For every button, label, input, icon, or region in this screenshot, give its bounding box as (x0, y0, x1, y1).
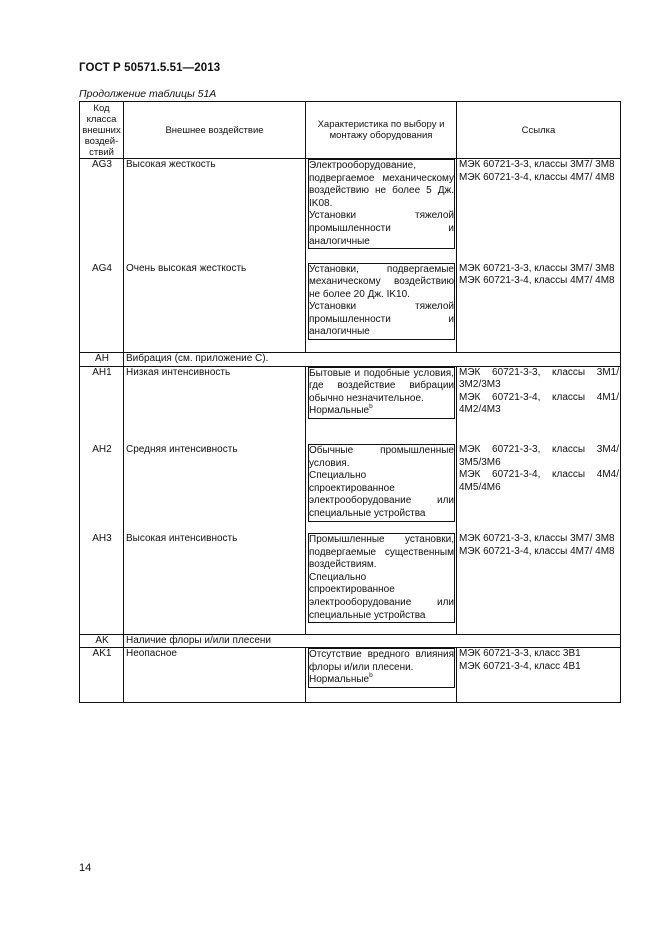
characteristic-text (309, 405, 454, 418)
row-code: AG4 (80, 263, 124, 353)
footnote-marker: b (369, 403, 373, 411)
group-code: AH (80, 353, 124, 367)
reference-text: МЭК 60721-3-4, классы 4M1/ 4M2/4M3 (459, 391, 619, 416)
characteristic-text: Электрооборудование, подвергаемое механическому воздействию не более 5 Дж. IK08. (309, 160, 454, 209)
characteristic-text: Обычные промышленные условия. (309, 445, 454, 469)
reference-text: МЭК 60721-3-4, класс 4B1 (459, 660, 581, 672)
col-header-code: Код класса внешних воздей-ствий (80, 102, 124, 159)
group-header-row (80, 634, 621, 648)
col-header-characteristic: Характеристика по выбору и монтажу оборудования (306, 102, 457, 159)
table-row (80, 444, 621, 533)
row-impact: Низкая интенсивность (124, 366, 306, 444)
table-row (80, 263, 621, 353)
row-code: AG3 (80, 159, 124, 263)
characteristic-text: Специально спроектированное электрооборудование или специальные устройства (309, 571, 454, 621)
group-title: Наличие флоры и/или плесени (124, 634, 621, 648)
row-characteristic (306, 263, 457, 353)
table-caption: Продолжение таблицы 51А (79, 88, 217, 100)
row-reference (457, 444, 621, 533)
page-number: 14 (79, 862, 92, 874)
reference-text: МЭК 60721-3-3, классы 3M4/ 3M5/3M6 (459, 444, 619, 468)
row-code: AH2 (80, 444, 124, 533)
characteristic-text: Бытовые и подобные условия, где воздействие вибрации обычно незначительное. (309, 367, 454, 404)
row-reference (457, 648, 621, 703)
table-row (80, 366, 621, 444)
characteristic-text: Установки тяжелой промышленности и аналогичные (309, 301, 454, 338)
footnote-marker: b (369, 672, 373, 680)
group-code: AK (80, 634, 124, 648)
characteristic-label: Нормальные (309, 674, 370, 686)
characteristic-label: Нормальные (309, 405, 370, 417)
reference-text: МЭК 60721-3-3, классы 3M7/ 3M8 (459, 159, 615, 170)
reference-text: МЭК 60721-3-4, классы 4M7/ 4M8 (459, 171, 615, 183)
characteristic-text: Отсутствие вредного влияния флоры и/или плесени. (309, 649, 454, 673)
group-title: Вибрация (см. приложение С). (124, 353, 621, 367)
group-header-row (80, 353, 621, 367)
reference-text: МЭК 60721-3-4, классы 4M4/ 4M5/4M6 (459, 469, 619, 493)
row-impact: Высокая интенсивность (124, 533, 306, 634)
reference-text: МЭК 60721-3-3, классы 3M7/ 3M8 (459, 533, 615, 545)
table-header-row (80, 102, 621, 159)
row-impact: Средняя интенсивность (124, 444, 306, 533)
table-row (80, 159, 621, 263)
document-header: ГОСТ Р 50571.5.51—2013 (79, 62, 221, 74)
characteristic-text: Специально спроектированное электрооборудование или специальные устройства (309, 470, 454, 520)
characteristic-text: Установки тяжелой промышленности и аналогичные (309, 210, 454, 247)
reference-text: МЭК 60721-3-4, классы 4M7/ 4M8 (459, 275, 615, 287)
row-reference (457, 533, 621, 634)
col-header-reference: Ссылка (457, 102, 621, 159)
row-reference (457, 366, 621, 444)
row-impact: Высокая жесткость (124, 159, 306, 263)
row-impact: Очень высокая жесткость (124, 263, 306, 353)
row-code: AK1 (80, 648, 124, 703)
row-code: AH1 (80, 366, 124, 444)
row-characteristic (306, 444, 457, 533)
table-row (80, 533, 621, 634)
row-characteristic (306, 366, 457, 444)
row-characteristic (306, 533, 457, 634)
reference-text: МЭК 60721-3-3, классы 3M7/ 3M8 (459, 262, 615, 274)
characteristic-text: Установки, подвергаемые механическому воздействию не более 20 Дж. IK10. (309, 263, 454, 300)
row-characteristic (306, 159, 457, 263)
row-reference (457, 263, 621, 353)
row-code: AH3 (80, 533, 124, 634)
characteristic-text (309, 674, 454, 687)
table-row (80, 648, 621, 703)
reference-text: МЭК 60721-3-4, классы 4M7/ 4M8 (459, 545, 615, 557)
row-reference (457, 159, 621, 263)
environment-table (79, 101, 621, 703)
reference-text: МЭК 60721-3-3, класс 3B1 (459, 648, 581, 660)
reference-text: МЭК 60721-3-3, классы 3M1/ 3M2/3M3 (459, 366, 619, 391)
col-header-impact: Внешнее воздействие (124, 102, 306, 159)
characteristic-text: Промышленные установки, подвергаемые существенным воздействиям. (309, 534, 454, 571)
row-characteristic (306, 648, 457, 703)
row-impact: Неопасное (124, 648, 306, 703)
